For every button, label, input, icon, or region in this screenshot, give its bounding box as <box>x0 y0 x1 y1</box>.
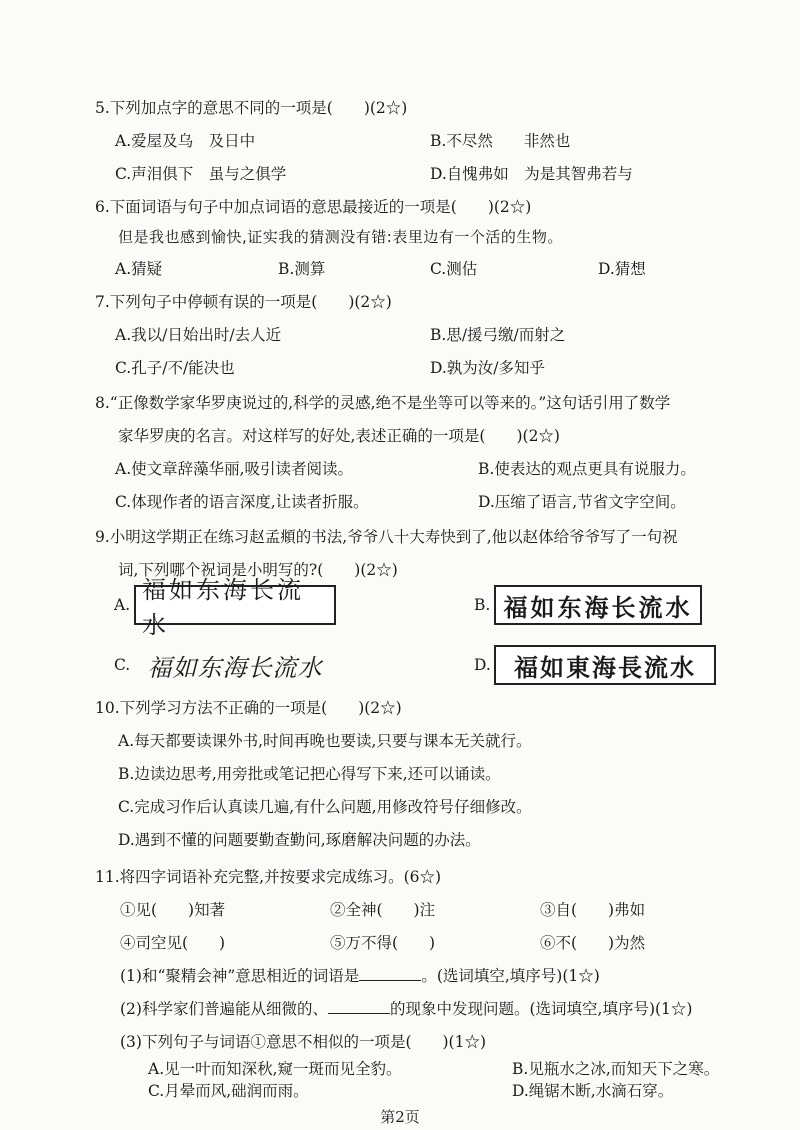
q11-option-d: D.绳锯木断,水滴石穿。 <box>512 1082 674 1100</box>
q11-sub2-suffix: 的现象中发现问题。(选词填空,填序号)(1☆) <box>389 1000 693 1018</box>
q11-sub1-suffix: 。(选词填空,填序号)(1☆) <box>421 967 600 985</box>
q8-option-c: C.体现作者的语言深度,让读者折服。 <box>115 493 369 511</box>
q9-option-b-label: B. <box>474 596 491 614</box>
page-number: 第2页 <box>380 1108 420 1126</box>
q6-sentence: 但是我也感到愉快,证实我的猜测没有错:表里边有一个活的生物。 <box>118 228 563 246</box>
q11-word-6: ⑥不( )为然 <box>540 934 646 952</box>
q8-stem-line1: 8.“正像数学家华罗庚说过的,科学的灵感,绝不是坐等可以等来的。”这句话引用了数学 <box>95 394 671 412</box>
q9-option-c-calligraphy: 福如东海长流水 <box>147 653 323 682</box>
q10-stem: 10.下列学习方法不正确的一项是( )(2☆) <box>95 699 402 717</box>
q10-option-b: B.边读边思考,用旁批或笔记把心得写下来,还可以诵读。 <box>118 765 501 783</box>
q9-option-d-label: D. <box>474 656 491 674</box>
q5-stem: 5.下列加点字的意思不同的一项是( )(2☆) <box>95 99 408 117</box>
q11-sub2-answer-blank[interactable] <box>328 999 390 1014</box>
q6-option-b: B.测算 <box>278 260 326 278</box>
q9-option-c-label: C. <box>114 656 131 674</box>
q11-sub3-stem: (3)下列句子与词语①意思不相似的一项是( )(1☆) <box>120 1033 487 1051</box>
q11-word-2: ②全神( )注 <box>330 901 436 919</box>
q8-option-b: B.使表达的观点更具有说服力。 <box>478 460 696 478</box>
q11-sub1-prefix: (1)和“聚精会神”意思相近的词语是 <box>120 967 360 985</box>
q7-stem: 7.下列句子中停顿有误的一项是( )(2☆) <box>95 293 392 311</box>
q9-option-b-calligraphy: 福如东海长流水 <box>494 585 702 625</box>
q9-option-a-calligraphy: 福如东海长流水 <box>134 585 336 625</box>
q5-option-a: A.爱屋及乌 及日中 <box>115 132 256 150</box>
q8-option-d: D.压缩了语言,节省文字空间。 <box>478 493 686 511</box>
q5-option-b: B.不尽然 非然也 <box>430 132 571 150</box>
q7-option-a: A.我以/日始出时/去人近 <box>115 326 282 344</box>
q11-sub1 <box>120 965 600 987</box>
q5-option-c: C.声泪俱下 虽与之俱学 <box>115 165 287 183</box>
q6-option-a: A.猜疑 <box>115 260 163 278</box>
q11-word-5: ⑤万不得( ) <box>330 934 436 952</box>
q8-stem-line2: 家华罗庚的名言。对这样写的好处,表述正确的一项是( )(2☆) <box>118 427 560 445</box>
q10-option-c: C.完成习作后认真读几遍,有什么问题,用修改符号仔细修改。 <box>118 798 532 816</box>
q11-option-a: A.见一叶而知深秋,窥一斑而见全豹。 <box>148 1060 402 1078</box>
q11-sub2-prefix: (2)科学家们普遍能从细微的、 <box>120 1000 328 1018</box>
q8-option-a: A.使文章辞藻华丽,吸引读者阅读。 <box>115 460 354 478</box>
q7-option-d: D.孰为汝/多知乎 <box>430 359 546 377</box>
q11-word-4: ④司空见( ) <box>120 934 226 952</box>
q11-option-b: B.见瓶水之冰,而知天下之寒。 <box>512 1060 720 1078</box>
q5-option-d: D.自愧弗如 为是其智弗若与 <box>430 165 633 183</box>
q9-option-a-label: A. <box>114 596 131 614</box>
q11-sub1-answer-blank[interactable] <box>359 966 421 981</box>
q6-option-d: D.猜想 <box>598 260 646 278</box>
q11-option-c: C.月晕而风,础润而雨。 <box>148 1082 309 1100</box>
q10-option-a: A.每天都要读课外书,时间再晚也要读,只要与课本无关就行。 <box>118 732 532 750</box>
q7-option-c: C.孔子/不/能决也 <box>115 359 235 377</box>
q9-option-d-calligraphy: 福如東海長流水 <box>494 645 716 685</box>
q7-option-b: B.思/援弓缴/而射之 <box>430 326 566 344</box>
q11-stem: 11.将四字词语补充完整,并按要求完成练习。(6☆) <box>95 868 442 886</box>
q6-option-c: C.测估 <box>430 260 478 278</box>
q10-option-d: D.遇到不懂的问题要勤查勤问,琢磨解决问题的办法。 <box>118 831 481 849</box>
q11-word-1: ①见( )知著 <box>120 901 226 919</box>
q9-stem-line2: 词,下列哪个祝词是小明写的?( )(2☆) <box>118 561 398 579</box>
q11-word-3: ③自( )弗如 <box>540 901 646 919</box>
q6-stem: 6.下面词语与句子中加点词语的意思最接近的一项是( )(2☆) <box>95 198 532 216</box>
q9-stem-line1: 9.小明这学期正在练习赵孟頫的书法,爷爷八十大寿快到了,他以赵体给爷爷写了一句祝 <box>95 528 678 546</box>
q11-sub2 <box>120 998 692 1020</box>
